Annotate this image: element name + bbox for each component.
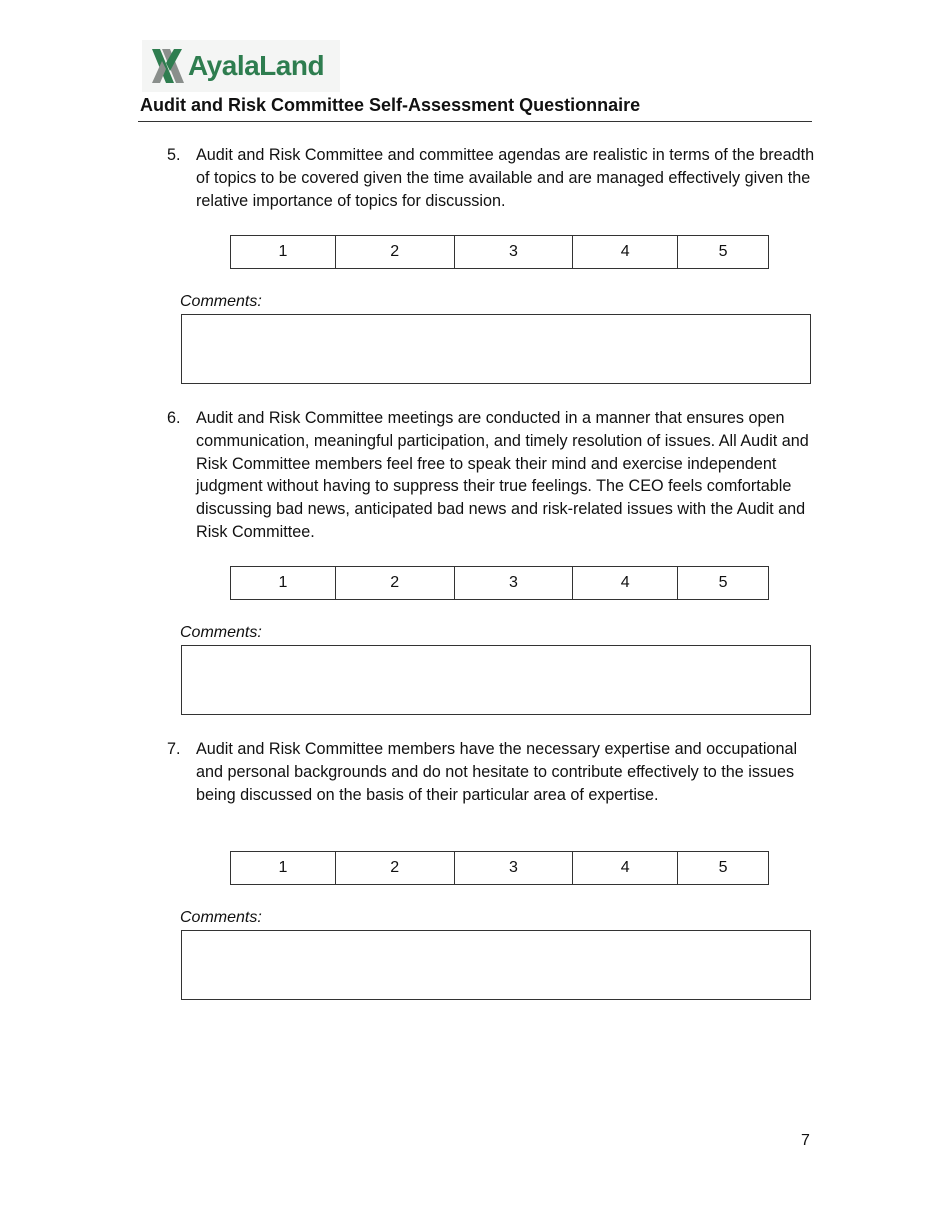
comments-label-q5: Comments: <box>180 293 262 310</box>
ayala-land-logo-icon <box>152 49 186 83</box>
rating-option-5[interactable]: 5 <box>678 852 769 885</box>
comments-box-q6[interactable] <box>181 645 811 715</box>
rating-option-2[interactable]: 2 <box>335 236 454 269</box>
comments-label-q6: Comments: <box>180 624 262 641</box>
rating-option-5[interactable]: 5 <box>678 567 769 600</box>
question-number: 5. <box>167 146 181 164</box>
rating-scale-q6 <box>230 566 769 600</box>
rating-option-4[interactable]: 4 <box>573 852 678 885</box>
rating-scale-q5 <box>230 235 769 269</box>
document-title: Audit and Risk Committee Self-Assessment Questionnaire <box>140 95 641 115</box>
rating-option-1[interactable]: 1 <box>231 236 336 269</box>
question-7 <box>167 738 815 806</box>
comments-label-q7: Comments: <box>180 909 262 926</box>
rating-option-3[interactable]: 3 <box>454 567 573 600</box>
rating-scale-q7 <box>230 851 769 885</box>
comments-box-q5[interactable] <box>181 314 811 384</box>
rating-option-1[interactable]: 1 <box>231 852 336 885</box>
ayala-land-logo <box>142 40 340 92</box>
rating-option-4[interactable]: 4 <box>573 567 678 600</box>
question-6 <box>167 407 815 544</box>
question-text: Audit and Risk Committee members have the necessary expertise and occupational and personal backgrounds and do not hesitate to contribute effectively to the issues being discussed on the basis of their particular area of expertise. <box>196 740 798 804</box>
header-divider <box>138 121 812 122</box>
logo-text: AyalaLand <box>188 50 325 81</box>
rating-option-3[interactable]: 3 <box>454 852 573 885</box>
rating-option-3[interactable]: 3 <box>454 236 573 269</box>
question-text: Audit and Risk Committee and committee agendas are realistic in terms of the breadth of topics to be covered given the time available and are managed effectively given the relative importance of topics for discussion. <box>196 146 815 210</box>
rating-option-4[interactable]: 4 <box>573 236 678 269</box>
comments-box-q7[interactable] <box>181 930 811 1000</box>
question-number: 6. <box>167 409 181 427</box>
rating-option-5[interactable]: 5 <box>678 236 769 269</box>
question-5 <box>167 144 815 212</box>
rating-option-1[interactable]: 1 <box>231 567 336 600</box>
question-number: 7. <box>167 740 181 758</box>
page-number: 7 <box>801 1132 810 1149</box>
rating-option-2[interactable]: 2 <box>335 852 454 885</box>
rating-option-2[interactable]: 2 <box>335 567 454 600</box>
question-text: Audit and Risk Committee meetings are conducted in a manner that ensures open communication, meaningful participation, and timely resolution of issues. All Audit and Risk Committee members feel free to speak their mind and exercise independent judgment without having to suppress their true feelings. The CEO feels comfortable discussing bad news, anticipated bad news and risk-related issues with the Audit and Risk Committee. <box>196 409 809 541</box>
